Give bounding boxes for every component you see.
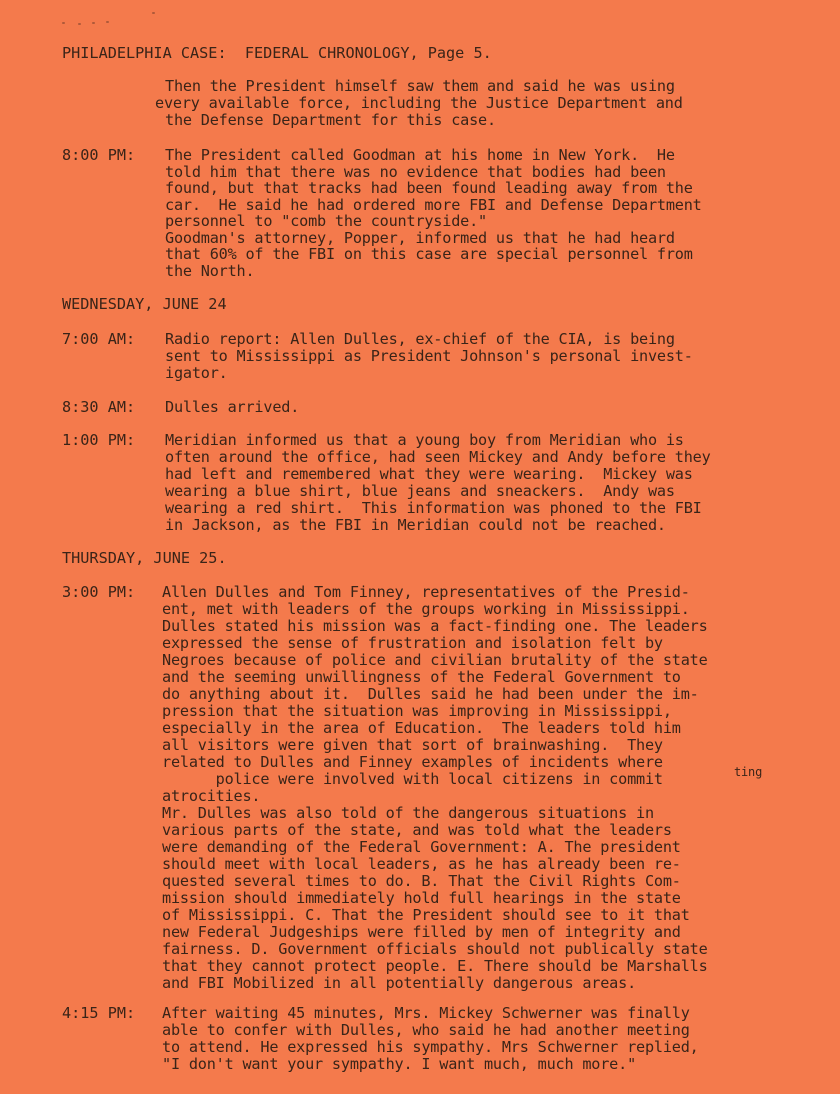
entry-time: 3:00 PM: [62,583,136,601]
entry-line: police were involved with local citizens in commit [162,770,663,788]
entry-line: related to Dulles and Finney examples of incidents where [162,753,663,771]
entry-line: to attend. He expressed his sympathy. Mrs Schwerner replied, [162,1038,699,1056]
entry-line: Dulles arrived. [165,398,300,416]
entry-time: 8:00 PM: [62,146,136,164]
entry-line: pression that the situation was improving in Mississippi, [162,702,672,720]
handwritten-insert: ting [734,765,763,779]
entry-line: wearing a blue shirt, blue jeans and sneackers. Andy was [165,482,675,500]
entry-line: that they cannot protect people. E. There should be Marshalls [162,957,708,975]
entry-time: 4:15 PM: [62,1004,136,1022]
ink-speck [92,22,95,24]
ink-speck [152,12,155,14]
entry-line: mission should immediately hold full hearings in the state [162,889,681,907]
entry-line: all visitors were given that sort of brainwashing. They [162,736,663,754]
entry-line: atrocities. [162,787,261,805]
entry-line: do anything about it. Dulles said he had been under the im- [162,685,699,703]
entry-line: Goodman's attorney, Popper, informed us that he had heard [165,229,675,247]
ink-speck [62,22,65,24]
entry-line: After waiting 45 minutes, Mrs. Mickey Schwerner was finally [162,1004,690,1022]
entry-line: told him that there was no evidence that bodies had been [165,163,666,181]
entry-line: found, but that tracks had been found leading away from the [165,179,693,197]
entry-line: that 60% of the FBI on this case are special personnel from [165,245,693,263]
entry-time: 7:00 AM: [62,330,136,348]
ink-speck [106,21,109,23]
entry-line: in Jackson, as the FBI in Meridian could not be reached. [165,516,666,534]
entry-line: Mr. Dulles was also told of the dangerous situations in [162,804,654,822]
entry-line: new Federal Judgeships were filled by men of integrity and [162,923,681,941]
entry-line: the North. [165,262,255,280]
entry-time: 1:00 PM: [62,431,136,449]
entry-line: ent, met with leaders of the groups working in Mississippi. [162,600,690,618]
entry-line: various parts of the state, and was told what the leaders [162,821,672,839]
entry-line: personnel to "comb the countryside." [165,212,487,230]
entry-line: "I don't want your sympathy. I want much, much more." [162,1055,637,1073]
intro-line: the Defense Department for this case. [165,111,496,129]
entry-line: often around the office, had seen Mickey and Andy before they [165,448,711,466]
ink-speck [78,23,81,25]
entry-line: should meet with local leaders, as he has already been re- [162,855,681,873]
entry-line: were demanding of the Federal Government: A. The president [162,838,681,856]
entry-line: and the seeming unwillingness of the Federal Government to [162,668,681,686]
entry-line: able to confer with Dulles, who said he had another meeting [162,1021,690,1039]
entry-time: 8:30 AM: [62,398,136,416]
entry-line: Radio report: Allen Dulles, ex-chief of the CIA, is being [165,330,675,348]
entry-line: sent to Mississippi as President Johnson's personal invest- [165,347,693,365]
intro-line: every available force, including the Justice Department and [155,94,683,112]
page-header: PHILADELPHIA CASE: FEDERAL CHRONOLOGY, Page 5. [62,44,492,62]
entry-line: car. He said he had ordered more FBI and Defense Department [165,196,702,214]
entry-line: wearing a red shirt. This information was phoned to the FBI [165,499,702,517]
entry-line: fairness. D. Government officials should not publically state [162,940,708,958]
entry-line: igator. [165,364,228,382]
entry-line: had left and remembered what they were wearing. Mickey was [165,465,693,483]
entry-line: expressed the sense of frustration and isolation felt by [162,634,663,652]
day-heading: WEDNESDAY, JUNE 24 [62,295,227,313]
entry-line: Allen Dulles and Tom Finney, representatives of the Presid- [162,583,690,601]
day-heading: THURSDAY, JUNE 25. [62,549,227,567]
entry-line: quested several times to do. B. That the Civil Rights Com- [162,872,681,890]
entry-line: Negroes because of police and civilian brutality of the state [162,651,708,669]
entry-line: especially in the area of Education. The leaders told him [162,719,681,737]
entry-line: The President called Goodman at his home in New York. He [165,146,675,164]
entry-line: Meridian informed us that a young boy from Meridian who is [165,431,684,449]
entry-line: and FBI Mobilized in all potentially dangerous areas. [162,974,637,992]
intro-line: Then the President himself saw them and said he was using [165,77,675,95]
entry-line: Dulles stated his mission was a fact-finding one. The leaders [162,617,708,635]
entry-line: of Mississippi. C. That the President should see to it that [162,906,690,924]
